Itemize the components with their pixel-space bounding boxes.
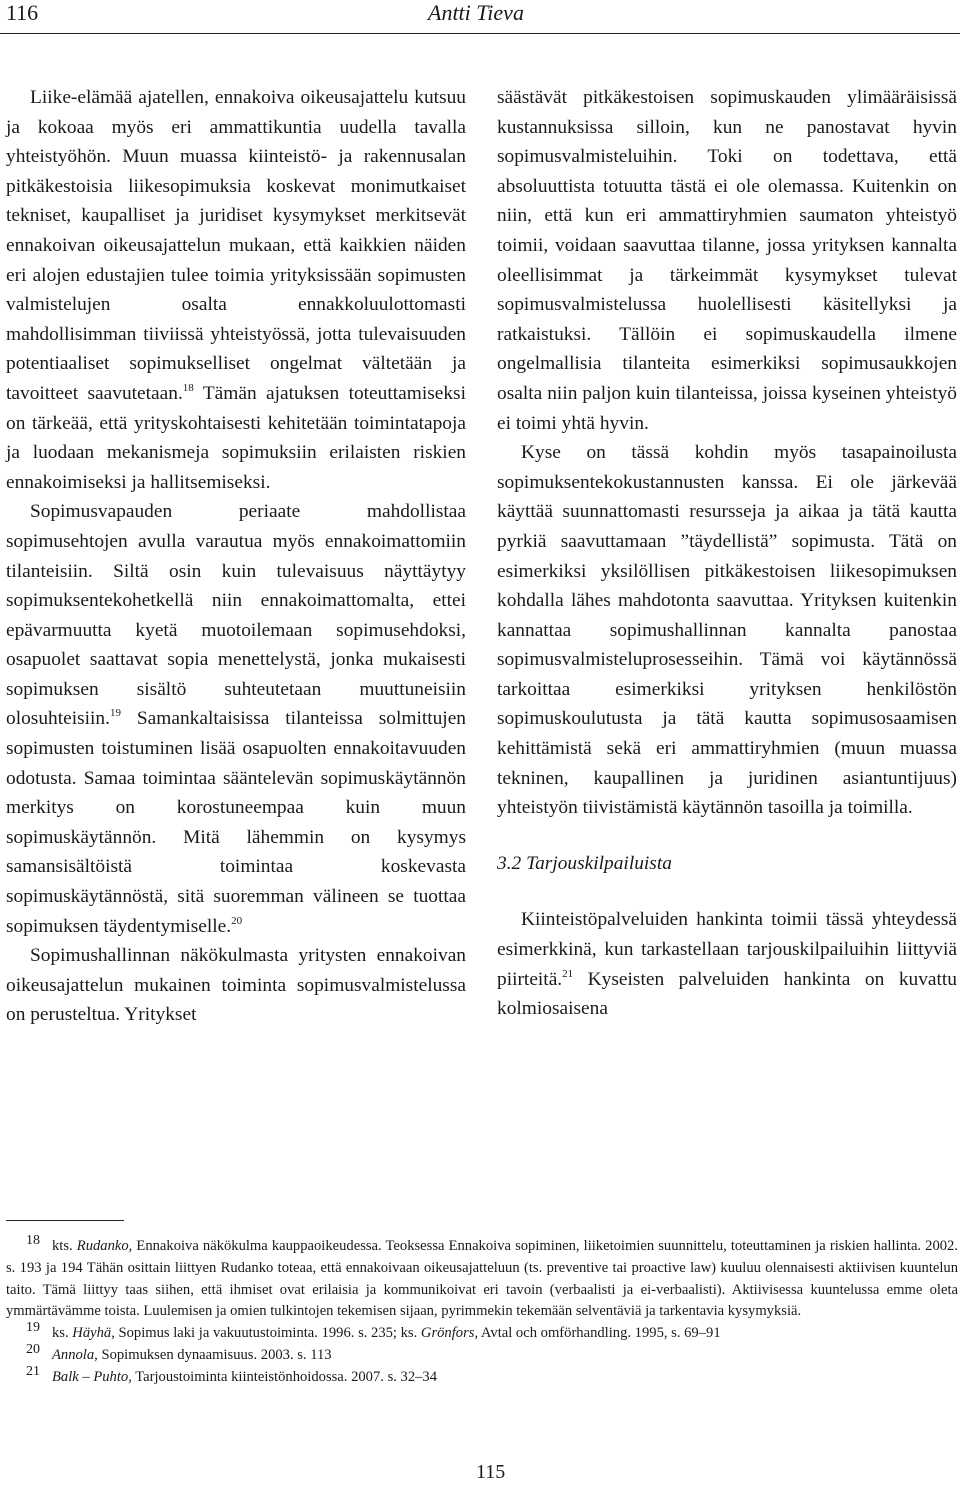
footnotes (6, 1233, 959, 1389)
footnote-author: Rudanko, (76, 1238, 133, 1254)
paragraph-text: Kiinteistöpalveluiden hankinta toimii tässä yhteydessä esimerkkinä, kun tarkastellaan tarjouskilpailuihin liittyviä piirteitä. (497, 909, 957, 990)
footnote-18: 18 kts. Rudanko, Ennakoiva näkökulma kauppaoikeudessa. Teoksessa Ennakoiva sopiminen, liiketoimien suunnittelu, toteuttaminen ja riskien hallinta. 2002. s. 193 ja 194 Tähän osittain liittyen Rudanko toteaa, että ennakoivaan oikeusajatteluun (ts. preventive tai proactive law) kuuluu olennaisesti aktiivisen kuuntelun taito. Tämä liittyy taas siihen, että ihmiset ovat erilaisia ja kommunikoivat eri tavoin (verbaalisti ja ei-verbaalisti). Aktiivisessa kuuntelussa emme oleta ymmärtävämme toista. Luulemisen ja omien tulkintojen tekemisen sijaan, pyrimmekin tekemään selventäviä ja tarkentavia kysymyksiä. (6, 1233, 959, 1320)
footnote-21: 21 Balk – Puhto, Tarjoustoiminta kiinteistönhoidossa. 2007. s. 32–34 (26, 1363, 438, 1385)
footnote-author: Häyhä, (72, 1325, 115, 1342)
header-rule (0, 33, 960, 34)
paragraph-text: Tämän ajatuksen toteuttamiseksi on tärkeää, että yrityskohtaisesti kehitetään toimintatapoja ja luodaan mekanismeja sopimuksiin erilaisten riskien ennakoimiseksi ja hallitsemiseksi. (6, 382, 466, 493)
paragraph (497, 438, 957, 823)
paragraph (6, 497, 466, 941)
paragraph-text: Liike-elämää ajatellen, ennakoiva oikeusajattelu kutsuu ja kokoaa myös eri ammattikuntia uudella tavalla yhteistyöhön. Muun muassa kiinteistö- ja rakennusalan pitkäkestoisia liikesopimuksia koskevat monimutkaiset tekniset, kaupalliset ja juridiset kysymykset merkitsevät ennakoivan oikeusajattelun mukaan, että kaikkien näiden eri alojen edustajien tulee toimia yrityksissään sopimusten valmistelujen osalta ennakkoluulottomasti mahdollisimman tiiviissä yhteistyössä, jotta tulevaisuuden potentiaaliset sopimukselliset ongelmat vältetään ja tavoitteet saavutetaan. (6, 87, 466, 404)
footnote-author: Balk – Puhto, (52, 1368, 132, 1385)
paragraph-text: Samankaltaisissa tilanteissa solmittujen sopimusten toistuminen lisää osapuolten ennakoitavuuden odotusta. Samaa toimintaa sääntelevän sopimuskäytännön merkitys on korostuneempaa kuin muun sopimuskäytännön. Mitä lähemmin on kysymys samansisältöistä toimintaa koskevasta sopimuskäytännöstä, sitä suoremman välineen se tuottaa sopimuksen täydentymiselle. (6, 708, 466, 937)
footnote-ref-18[interactable]: 18 (182, 381, 194, 394)
footnote-text: Avtal och omförhandling. 1995, s. 69–91 (478, 1325, 721, 1342)
footnote-ref-21[interactable]: 21 (562, 967, 574, 980)
footnote-ref-20[interactable]: 20 (231, 914, 243, 927)
paragraph (6, 83, 466, 497)
page-number-top: 116 (6, 0, 39, 25)
paragraph-text: säästävät pitkäkestoisen sopimuskauden ylimääräisissä kustannuksissa silloin, kun ne panostavat hyvin sopimusvalmisteluihin. Toki on todettava, että absoluuttista totuutta tästä ei ole olemassa. Kuitenkin on niin, että kun eri ammattiryhmien saumaton yhteistyö toimii, voidaan saavuttaa tilanne, jossa yrityksen kannalta oleellisimmat ja tärkeimmät kysymykset tulevat sopimusvalmistelussa huolellisesti käsitellyksi ja ratkaistuksi. Tällöin ei sopimuskaudella ilmene ongelmallisia tilanteita esimerkiksi sopimusaukkojen osalta niin paljon kuin tilanteissa, joissa kyseinen yhteistyö ei toimi yhtä hyvin. (497, 87, 957, 434)
footnote-rule (6, 1220, 124, 1221)
paragraph-text: Sopimusvapauden periaate mahdollistaa sopimusehtojen avulla varautua myös ennakoimattomiin tilanteisiin. Siltä osin kuin tulevaisuus näyttäytyy sopimuksentekohetkellä niin ennakoimattomalta, ettei epävarmuutta kyetä muotoilemaan sopimusehdoksi, osapuolet saattavat sopia menettelystä, jonka mukaisesti sopimuksen sisältö suhteutetaan muuttuneisiin olosuhteisiin. (6, 501, 466, 730)
footnote-author: Annola, (52, 1346, 98, 1363)
running-head-author: Antti Tieva (428, 0, 524, 25)
footnote-text: Sopimuksen dynaamisuus. 2003. s. 113 (97, 1346, 332, 1363)
right-column (497, 83, 957, 1024)
section-heading: 3.2 Tarjouskilpailuista (497, 852, 672, 874)
footnote-text: ks. (52, 1325, 73, 1342)
footnote-19: 19 ks. Häyhä, Sopimus laki ja vakuutustoiminta. 1996. s. 235; ks. Grönfors, Avtal och omförhandling. 1995, s. 69–91 (26, 1320, 721, 1342)
footnote-text: Tarjoustoiminta kiinteistönhoidossa. 2007. s. 32–34 (131, 1368, 438, 1385)
paragraph-text: Kyse on tässä kohdin myös tasapainoilusta sopimuksentekokustannusten kanssa. Ei ole järkevää käyttää suunnattomasti resursseja ja aikaa ja tätä kautta pyrkiä saavuttamaan ”täydellistä” sopimusta. Tätä on esimerkiksi yksilöllisen pitkäkestoisen liikesopimuksen kohdalla lähes mahdotonta saavuttaa. Yrityksen kuitenkin kannattaa sopimushallinnan kannalta panostaa sopimusvalmisteluprosesseihin. Tämä voi käytännössä tarkoittaa esimerkiksi yrityksen henkilöstön sopimuskoulutusta ja tätä kautta sopimusosaamisen kehittämistä sekä eri ammattiryhmien (muun muassa tekninen, kaupallinen ja juridinen asiantuntijuus) yhteistyön tiivistämistä käytännön tasoilla ja toimilla. (497, 442, 957, 819)
page-number-bottom: 115 (476, 1461, 506, 1483)
footnote-text: kts. (52, 1238, 77, 1254)
footnote-author: Grönfors, (420, 1325, 479, 1342)
footnote-text: Ennakoiva näkökulma kauppaoikeudessa. Teoksessa Ennakoiva sopiminen, liiketoimien suunnittelu, toteuttaminen ja riskien hallinta. 2002. s. 193 ja 194 Tähän osittain liittyen Rudanko toteaa, että ennakoivaan oikeusajatteluun (ts. preventive tai proactive law) kuuluu olennaisesti aktiivisen kuuntelun taito. Tämä liittyy taas siihen, että ihmiset ovat erilaisia ja kommunikoivat eri tavoin (verbaalisti ja ei-verbaalisti). Aktiivisessa kuuntelussa emme oleta ymmärtävämme toista. Luulemisen ja omien tulkintojen tekemisen sijaan, pyrimmekin tekemään selventäviä ja tarkentavia kysymyksiä. (6, 1238, 959, 1320)
paragraph (6, 941, 466, 1030)
footnote-text: Sopimus laki ja vakuutustoiminta. 1996. s. 235; ks. (114, 1325, 421, 1342)
footnote-ref-19[interactable]: 19 (109, 707, 121, 720)
paragraph-text: Kyseisten palveluiden hankinta on kuvattu kolmiosaisena (497, 968, 957, 1020)
paragraph (497, 905, 957, 1023)
footnote-20: 20 Annola, Sopimuksen dynaamisuus. 2003. s. 113 (26, 1341, 332, 1363)
left-column (6, 83, 466, 1030)
paragraph-text: Sopimushallinnan näkökulmasta yritysten ennakoivan oikeusajattelun mukainen toiminta sopimusvalmistelussa on perusteltua. Yritykset (6, 945, 466, 1026)
paragraph (497, 83, 957, 438)
